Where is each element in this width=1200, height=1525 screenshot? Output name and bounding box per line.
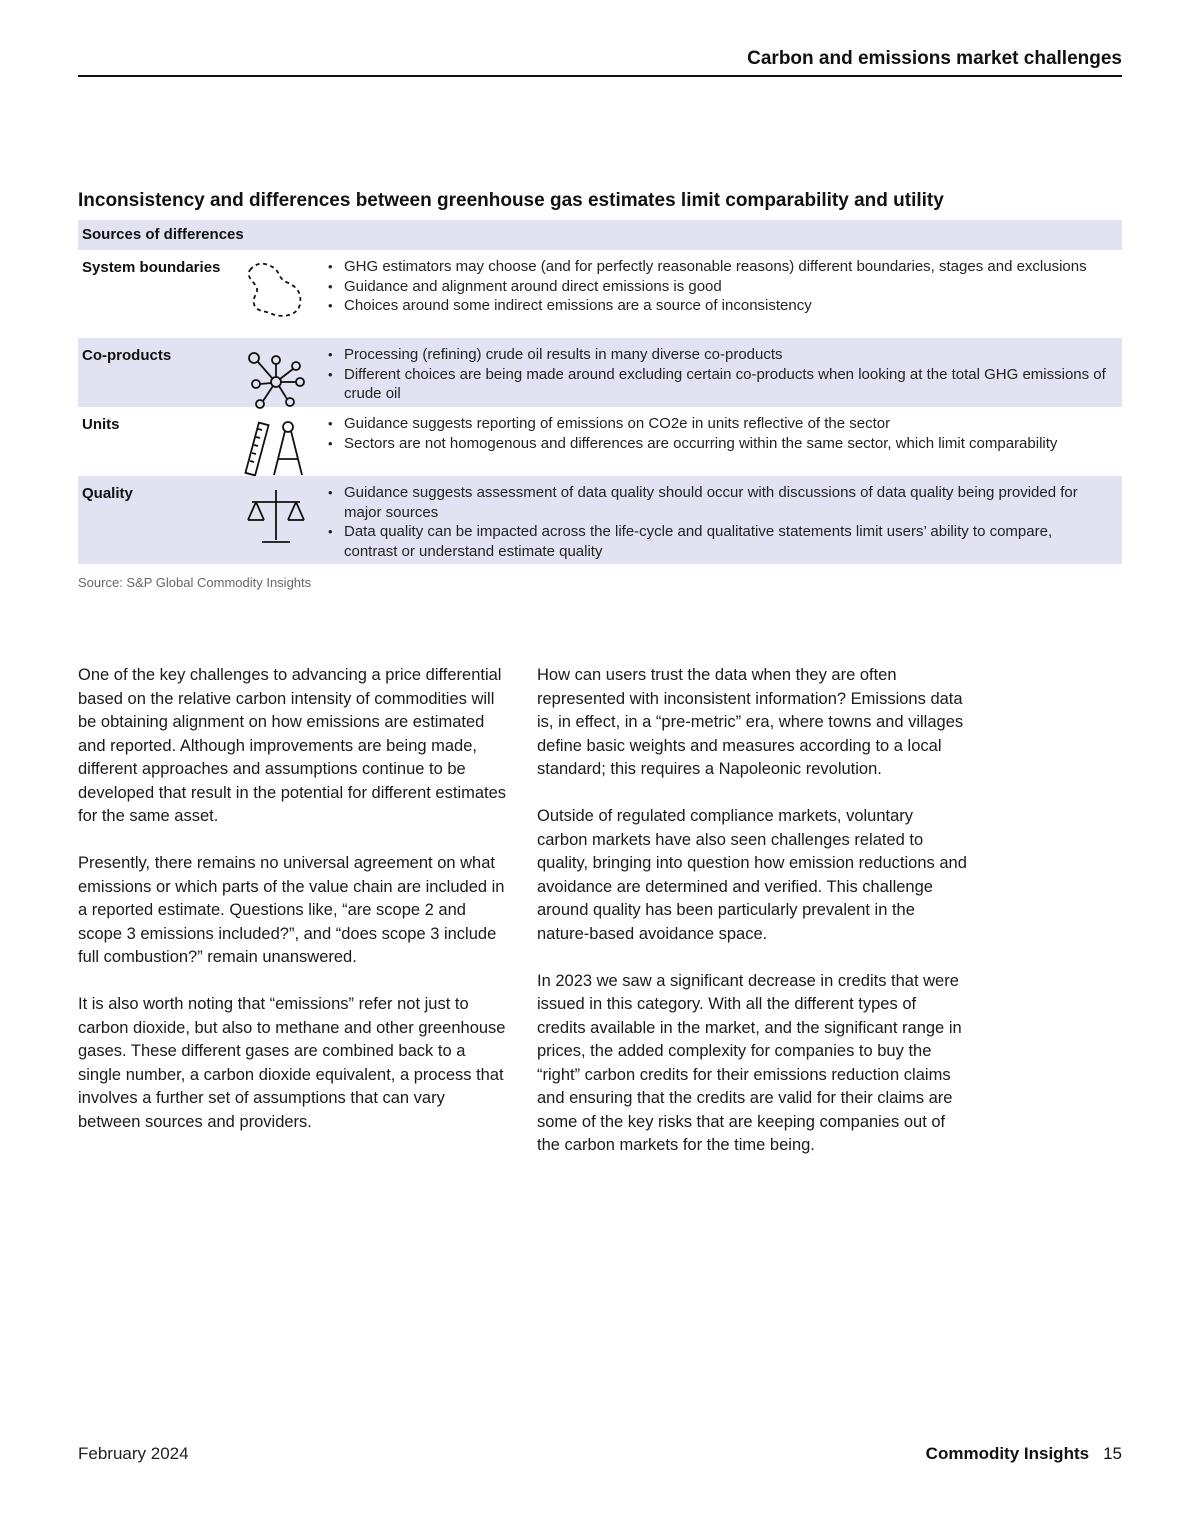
list-item: • Data quality can be impacted across the life-cycle and qualitative statements limit users’ ability to compare, contrast or understand estimate quality <box>328 522 1108 561</box>
page-number: 15 <box>1103 1444 1122 1463</box>
list-item: • Sectors are not homogenous and differences are occurring within the same sector, which limit comparability <box>328 434 1108 454</box>
footer-brand <box>926 1444 1122 1464</box>
footer-date: February 2024 <box>78 1444 189 1463</box>
bullet-list <box>328 257 1108 316</box>
bullet-list <box>328 345 1108 404</box>
table-row-co-products <box>78 338 1122 407</box>
bullet-list <box>328 414 1108 453</box>
section-title: Carbon and emissions market challenges <box>747 48 1122 69</box>
list-item: • Guidance suggests reporting of emissions on CO2e in units reflective of the sector <box>328 414 1108 434</box>
table-row-quality <box>78 476 1122 564</box>
row-label: System boundaries <box>82 259 221 276</box>
balance-scale-icon <box>244 484 308 548</box>
paragraph: Outside of regulated compliance markets, voluntary carbon markets have also seen challenges related to quality, bringing into question how emission reductions and avoidance are determined and verified. This challenge around quality has been particularly prevalent in the nature-based avoidance space. <box>537 807 967 943</box>
list-item: • GHG estimators may choose (and for perfectly reasonable reasons) different boundaries, stages and exclusions <box>328 257 1108 277</box>
body-column-left <box>78 664 508 1158</box>
paragraph: In 2023 we saw a significant decrease in credits that were issued in this category. With all the different types of credits available in the market, and the significant range in prices, the added complexity for companies to buy the “right” carbon credits for their emissions reduction claims and ensuring that the credits are valid for their claims are some of the key risks that are keeping companies out of the carbon markets for the time being. <box>537 971 962 1154</box>
list-item: • Different choices are being made around excluding certain co-products when looking at the total GHG emissions of crude oil <box>328 365 1108 404</box>
dashed-boundary-icon <box>244 258 308 322</box>
differences-table <box>78 220 1122 564</box>
list-item: • Processing (refining) crude oil results in many diverse co-products <box>328 345 1108 365</box>
list-item: • Choices around some indirect emissions are a source of inconsistency <box>328 296 1108 316</box>
body-column-right <box>537 664 967 1181</box>
row-label: Quality <box>82 485 133 502</box>
paragraph: One of the key challenges to advancing a price differential based on the relative carbon intensity of commodities will be obtaining alignment on how emissions are estimated and reported. Although improvements are being made, different approaches and assumptions continue to be developed that result in the potential for different estimates for the same asset. <box>78 666 507 825</box>
row-label: Co-products <box>82 347 172 364</box>
page-header <box>78 48 1122 77</box>
table-title: Inconsistency and differences between greenhouse gas estimates limit comparability and utility <box>78 190 944 211</box>
row-label: Units <box>82 416 120 433</box>
brand-name: Commodity Insights <box>925 1444 1090 1463</box>
paragraph: Presently, there remains no universal agreement on what emissions or which parts of the value chain are included in a reported estimate. Questions like, “are scope 2 and scope 3 emissions included?”, and “does scope 3 include full combustion?” remain unanswered. <box>78 854 505 966</box>
table-row-system-boundaries <box>78 250 1122 338</box>
list-item: • Guidance suggests assessment of data quality should occur with discussions of data quality being provided for major sources <box>328 483 1108 522</box>
ruler-compass-icon <box>244 415 308 479</box>
paragraph: It is also worth noting that “emissions” refer not just to carbon dioxide, but also to methane and other greenhouse gases. These different gases are combined back to a single number, a carbon dioxide equivalent, a process that involves a further set of assumptions that can vary between sources and providers. <box>78 995 506 1131</box>
bullet-list <box>328 483 1108 561</box>
network-nodes-icon <box>244 346 308 410</box>
table-source: Source: S&P Global Commodity Insights <box>78 575 312 590</box>
paragraph: How can users trust the data when they are often represented with inconsistent information? Emissions data is, in effect, in a “pre-metric” era, where towns and villages define basic weights and measures according to a local standard; this requires a Napoleonic revolution. <box>537 666 964 778</box>
table-header: Sources of differences <box>78 220 1122 250</box>
list-item: • Guidance and alignment around direct emissions is good <box>328 277 1108 297</box>
table-row-units <box>78 407 1122 476</box>
